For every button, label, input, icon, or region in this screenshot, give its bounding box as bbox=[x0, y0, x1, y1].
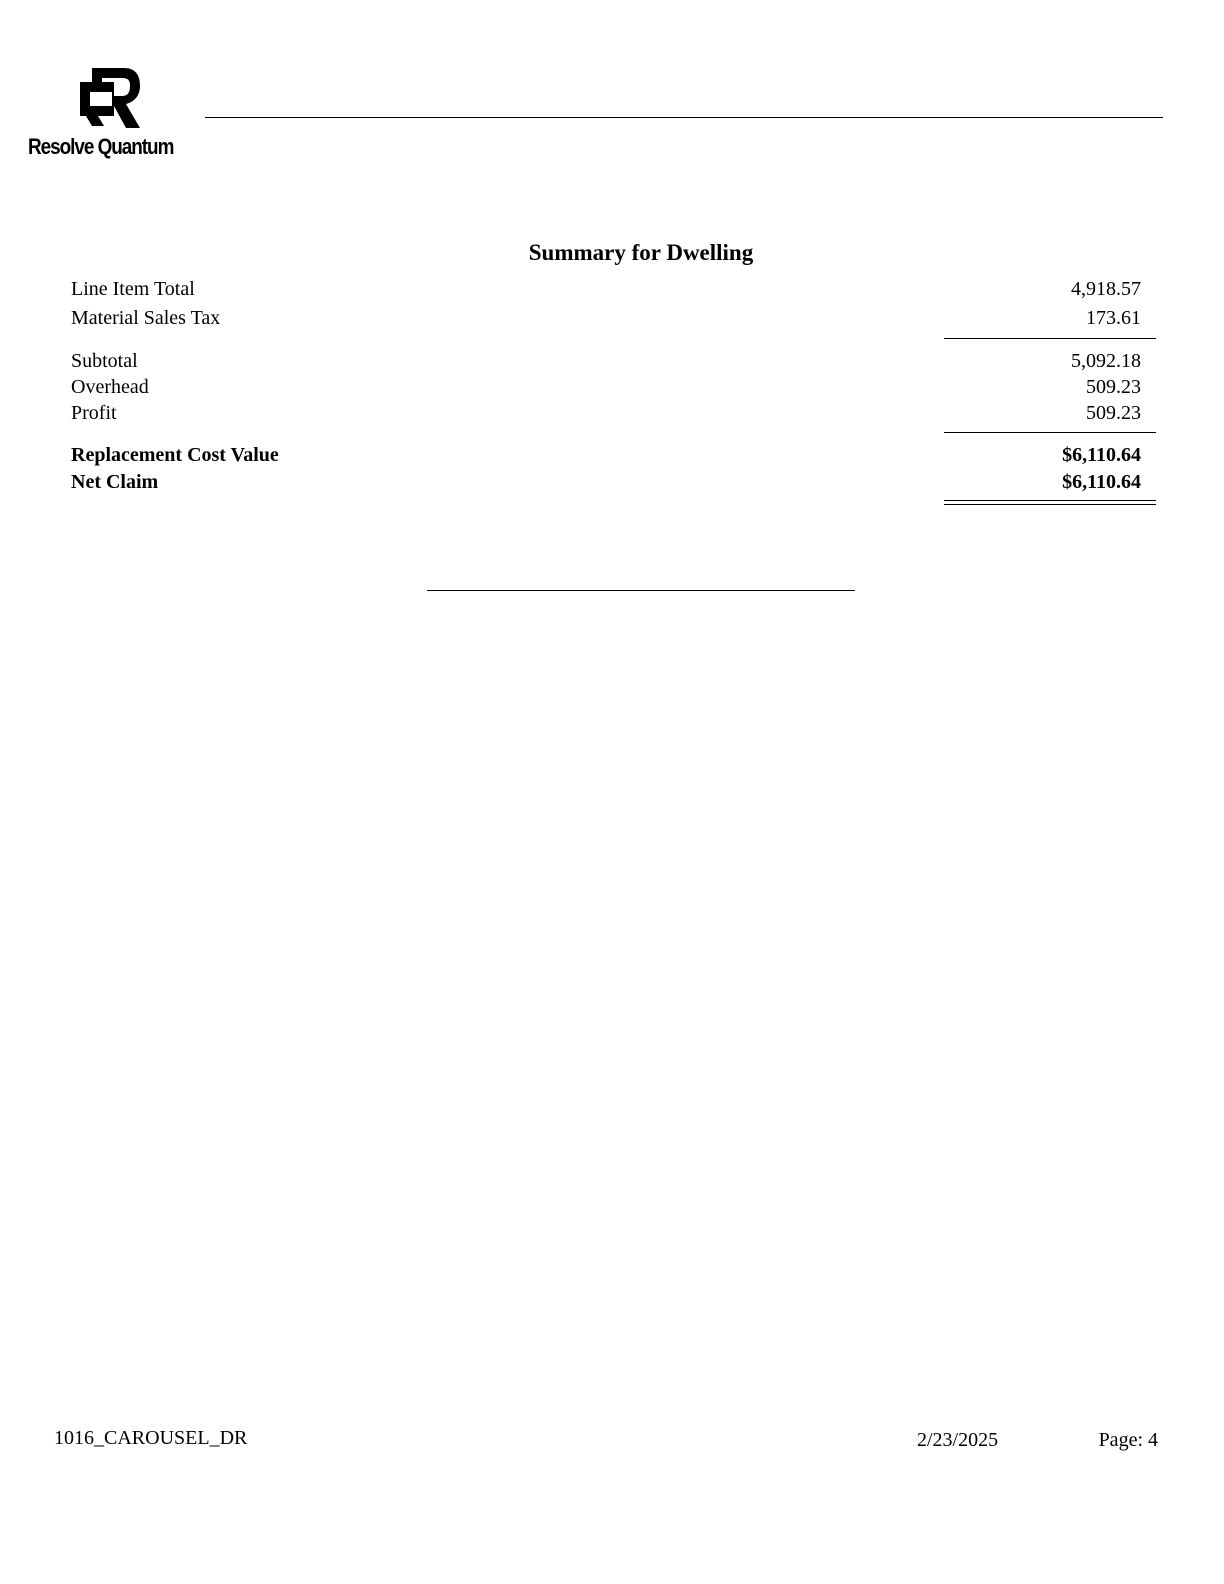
summary-row-subtotal bbox=[71, 348, 1141, 374]
summary-row-line-item-total bbox=[71, 276, 1141, 302]
row-label: Replacement Cost Value bbox=[71, 444, 279, 466]
row-value: 5,092.18 bbox=[1071, 350, 1141, 372]
row-label: Net Claim bbox=[71, 471, 159, 493]
row-label: Material Sales Tax bbox=[71, 307, 221, 329]
footer-page-number: Page: 4 bbox=[1098, 1429, 1158, 1451]
row-label: Overhead bbox=[71, 376, 149, 398]
row-label: Profit bbox=[71, 402, 117, 424]
logo-wordmark: Resolve Quantum bbox=[28, 134, 174, 159]
row-value: $6,110.64 bbox=[1062, 444, 1141, 466]
row-value: $6,110.64 bbox=[1062, 471, 1141, 493]
row-value: 509.23 bbox=[1086, 376, 1141, 398]
footer-date: 2/23/2025 bbox=[917, 1429, 999, 1451]
summary-row-replacement-cost-value bbox=[71, 442, 1141, 468]
section-end-divider bbox=[427, 590, 855, 591]
header-divider bbox=[205, 117, 1163, 118]
total-rule bbox=[944, 432, 1156, 433]
net-claim-double-rule bbox=[944, 500, 1156, 505]
summary-title: Summary for Dwelling bbox=[528, 240, 754, 265]
row-label: Line Item Total bbox=[71, 278, 195, 300]
footer-document-id: 1016_CAROUSEL_DR bbox=[54, 1427, 248, 1449]
row-value: 173.61 bbox=[1086, 307, 1141, 329]
company-logo bbox=[28, 66, 188, 162]
row-value: 509.23 bbox=[1086, 402, 1141, 424]
summary-row-material-sales-tax bbox=[71, 305, 1141, 331]
summary-row-overhead bbox=[71, 374, 1141, 400]
row-value: 4,918.57 bbox=[1071, 278, 1141, 300]
row-label: Subtotal bbox=[71, 350, 138, 372]
summary-row-profit bbox=[71, 400, 1141, 426]
summary-row-net-claim bbox=[71, 469, 1141, 495]
subtotal-rule bbox=[944, 338, 1156, 339]
qr-monogram-icon bbox=[78, 66, 142, 134]
